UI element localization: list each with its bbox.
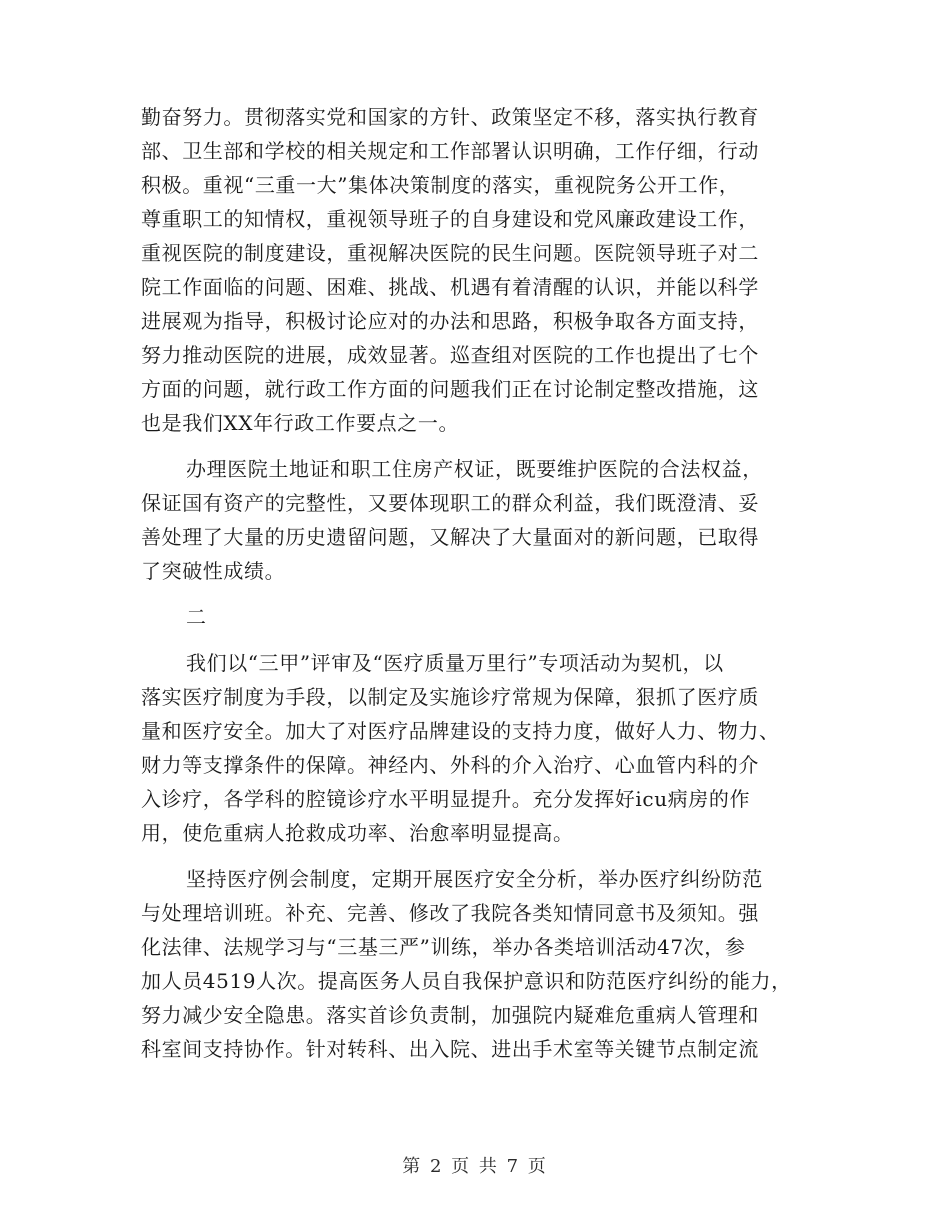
text-line: 院工作面临的问题、困难、挑战、机遇有着清醒的认识，并能以科学 (141, 275, 759, 299)
text-line: 与处理培训班。补充、完善、修改了我院各类知情同意书及须知。强 (141, 901, 759, 925)
text-line: 善处理了大量的历史遗留问题，又解决了大量面对的新问题，已取得 (141, 525, 759, 549)
text-line: 保证国有资产的完整性，又要体现职工的群众利益，我们既澄清、妥 (141, 491, 759, 515)
text-line: 重视医院的制度建设，重视解决医院的民生问题。医院领导班子对二 (141, 241, 759, 265)
text-line: 科室间支持协作。针对转科、出入院、进出手术室等关键节点制定流 (141, 1037, 759, 1061)
section-heading (141, 600, 806, 634)
text-line: 财力等支撑条件的保障。神经内、外科的介入治疗、心血管内科的介 (141, 753, 759, 777)
document-body (141, 100, 806, 1066)
paragraph (141, 452, 806, 588)
text-line: 入诊疗，各学科的腔镜诊疗水平明显提升。充分发挥好icu病房的作 (141, 787, 751, 811)
paragraph (141, 646, 806, 850)
text-line: 也是我们XX年行政工作要点之一。 (141, 411, 460, 435)
text-line: 化法律、法规学习与“三基三严”训练，举办各类培训活动47次，参 (141, 935, 746, 959)
text-line: 进展观为指导，积极讨论应对的办法和思路，积极争取各方面支持， (141, 309, 759, 333)
text-line: 勤奋努力。贯彻落实党和国家的方针、政策坚定不移，落实执行教育 (141, 105, 759, 129)
section-number: 二 (186, 605, 207, 629)
text-line: 努力减少安全隐患。落实首诊负责制，加强院内疑难危重病人管理和 (141, 1003, 759, 1027)
page-number-footer: 第 2 页 共 7 页 (402, 1156, 548, 1177)
text-line: 办理医院土地证和职工住房产权证，既要维护医院的合法权益， (186, 457, 763, 481)
text-line: 部、卫生部和学校的相关规定和工作部署认识明确，工作仔细，行动 (141, 139, 759, 163)
text-line: 量和医疗安全。加大了对医疗品牌建设的支持力度，做好人力、物力、 (141, 719, 780, 743)
paragraph (141, 100, 806, 440)
text-line: 尊重职工的知情权，重视领导班子的自身建设和党风廉政建设工作， (141, 207, 759, 231)
text-line: 方面的问题，就行政工作方面的问题我们正在讨论制定整改措施，这 (141, 377, 759, 401)
text-line: 努力推动医院的进展，成效显著。巡查组对医院的工作也提出了七个 (141, 343, 759, 367)
text-line: 了突破性成绩。 (141, 559, 286, 583)
text-line: 我们以“三甲”评审及“医疗质量万里行”专项活动为契机，以 (186, 651, 724, 675)
text-line: 坚持医疗例会制度，定期开展医疗安全分析，举办医疗纠纷防范 (186, 867, 763, 891)
text-line: 积极。重视“三重一大”集体决策制度的落实，重视院务公开工作， (141, 173, 740, 197)
text-line: 落实医疗制度为手段，以制定及实施诊疗常规为保障，狠抓了医疗质 (141, 685, 759, 709)
text-line: 用，使危重病人抢救成功率、治愈率明显提高。 (141, 821, 574, 845)
text-line: 加人员4519人次。提高医务人员自我保护意识和防范医疗纠纷的能力， (141, 969, 792, 993)
paragraph (141, 862, 806, 1066)
